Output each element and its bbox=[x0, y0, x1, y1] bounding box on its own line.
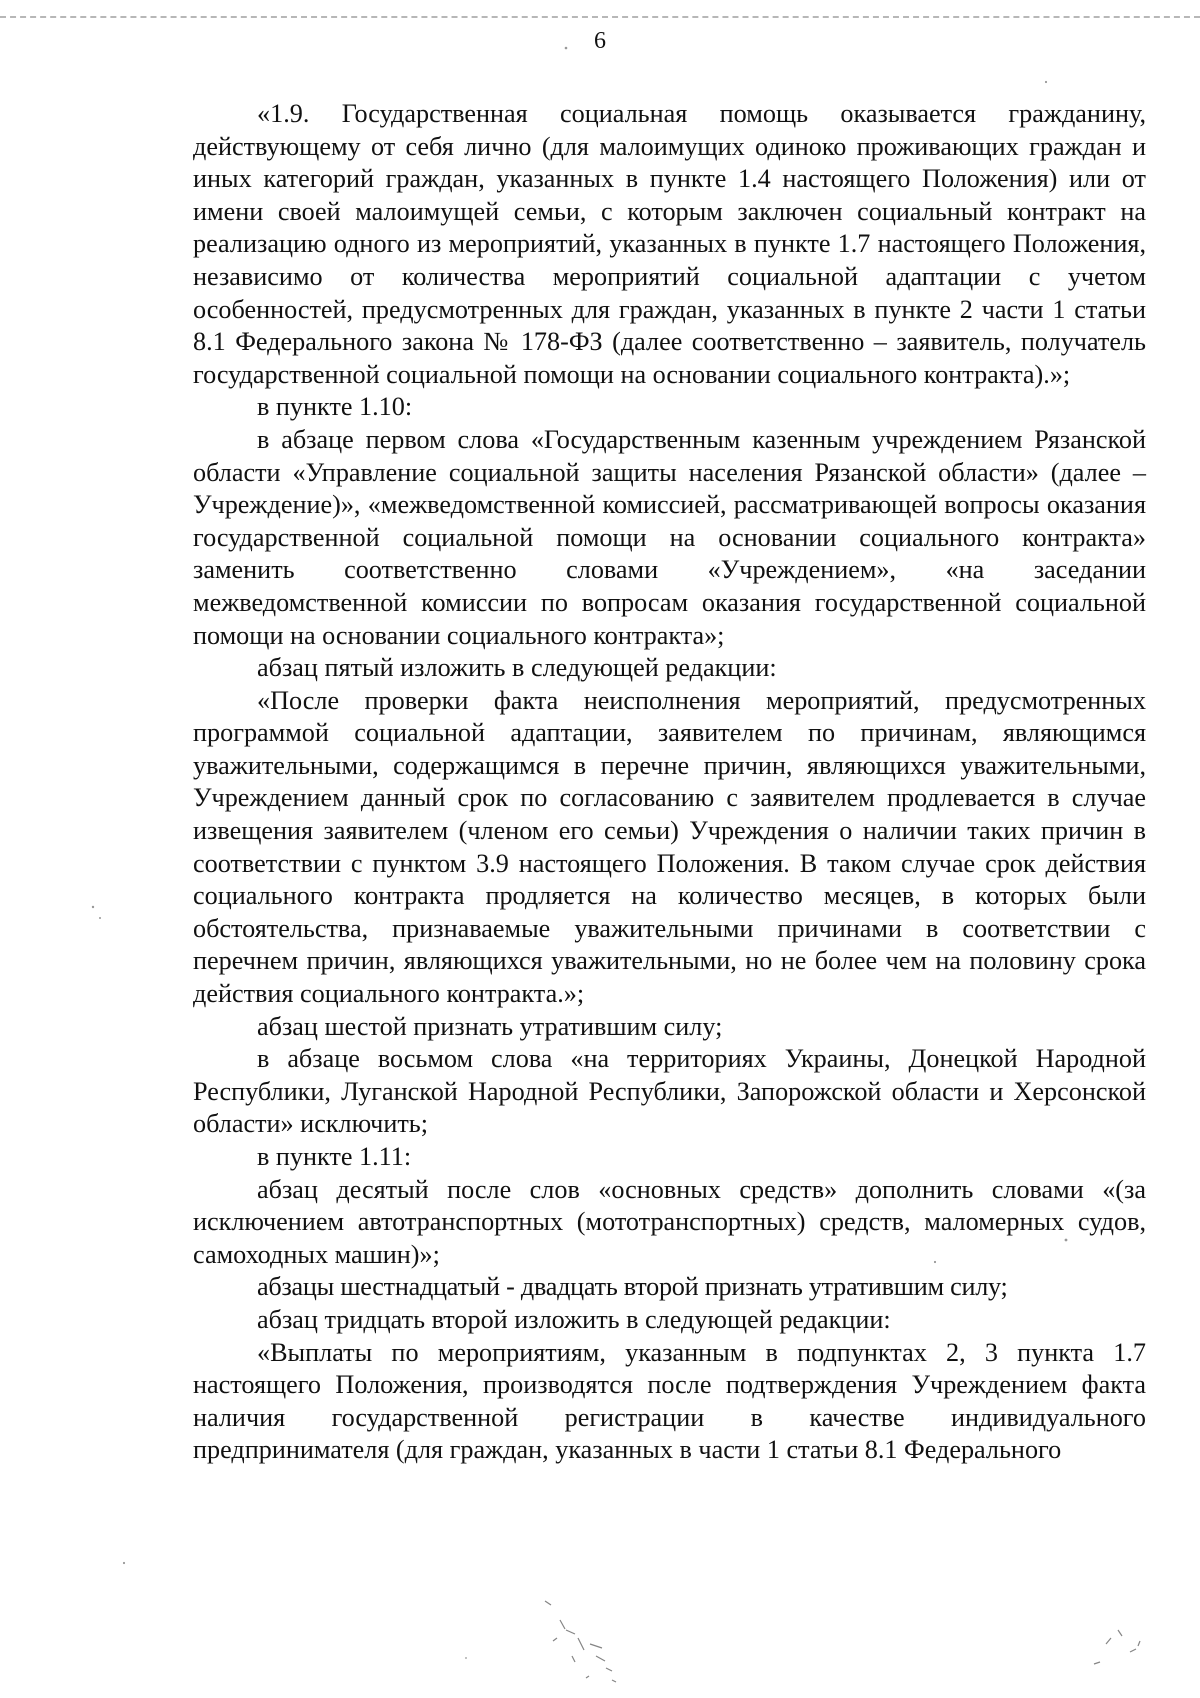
paragraph-tenth-abzac: абзац десятый после слов «основных средств» дополнить словами «(за исключением автотранспортных (мототранспортных) средств, маломерных судов, самоходных машин)»; bbox=[193, 1174, 1146, 1269]
document-body bbox=[193, 98, 1146, 1467]
paragraph-point-1-11: в пункте 1.11: bbox=[257, 1142, 412, 1171]
scan-top-edge bbox=[0, 16, 1200, 18]
paragraph-eighth-abzac: в абзаце восьмом слова «на территориях Украины, Донецкой Народной Республики, Луганской Народной Республики, Запорожской области и Херсонской области» исключить; bbox=[193, 1044, 1146, 1139]
paragraph-sixteenth-abzac: абзацы шестнадцатый - двадцать второй признать утратившим силу; bbox=[257, 1272, 1008, 1302]
paragraph-1-9: «1.9. Государственная социальная помощь оказывается гражданину, действующему от себя лично (для малоимущих одиноко проживающих граждан и иных категорий граждан, указанных в пункте 1.4 настоящего Положения) или от имени своей малоимущей семьи, с которым заключен социальный контракт на реализацию одного из мероприятий, указанных в пункте 1.7 настоящего Положения, независимо от количества мероприятий социальной адаптации с учетом особенностей, предусмотренных для граждан, указанных в пункте 2 части 1 статьи 8.1 Федерального закона № 178-ФЗ (далее соответственно – заявитель, получатель государственной социальной помощи на основании социального контракта).»; bbox=[193, 99, 1146, 389]
paragraph-point-1-10: в пункте 1.10: bbox=[257, 392, 413, 422]
paragraph-fifth-abzac-intro: абзац пятый изложить в следующей редакции: bbox=[257, 653, 777, 683]
paragraph-first-abzac: в абзаце первом слова «Государственным казенным учреждением Рязанской области «Управление социальной защиты населения Рязанской области» (далее – Учреждение)», «межведомственной комиссией, рассматривающей вопросы оказания государственной социальной помощи на основании социального контракта» заменить соответственно словами «Учреждением», «на заседании межведомственной комиссии по вопросам оказания государственной социальной помощи на основании социального контракта»; bbox=[193, 424, 1146, 650]
page-number: 6 bbox=[594, 28, 606, 54]
paragraph-thirty-second-intro: абзац тридцать второй изложить в следующей редакции: bbox=[257, 1304, 891, 1334]
paragraph-sixth-abzac: абзац шестой признать утратившим силу; bbox=[257, 1011, 723, 1041]
paragraph-fifth-abzac-text: «После проверки факта неисполнения мероприятий, предусмотренных программой социальной адаптации, заявителем по причинам, являющимся уважительными, содержащимся в перечне причин, являющихся уважительными, Учреждением данный срок по согласованию с заявителем продлевается в случае извещения заявителем (членом его семьи) Учреждения о наличии таких причин в соответствии с пунктом 3.9 настоящего Положения. В таком случае срок действия социального контракта продляется на количество месяцев, в которых были обстоятельства, признаваемые уважительными причинами в соответствии с перечнем причин, являющихся уважительными, но не более чем на половину срока действия социального контракта.»; bbox=[193, 685, 1146, 1009]
paragraph-thirty-second-text: «Выплаты по мероприятиям, указанным в подпунктах 2, 3 пункта 1.7 настоящего Положения, производятся после подтверждения Учреждением факта наличия государственной регистрации в качестве индивидуального предпринимателя (для граждан, указанных в части 1 статьи 8.1 Федерального bbox=[193, 1337, 1146, 1465]
